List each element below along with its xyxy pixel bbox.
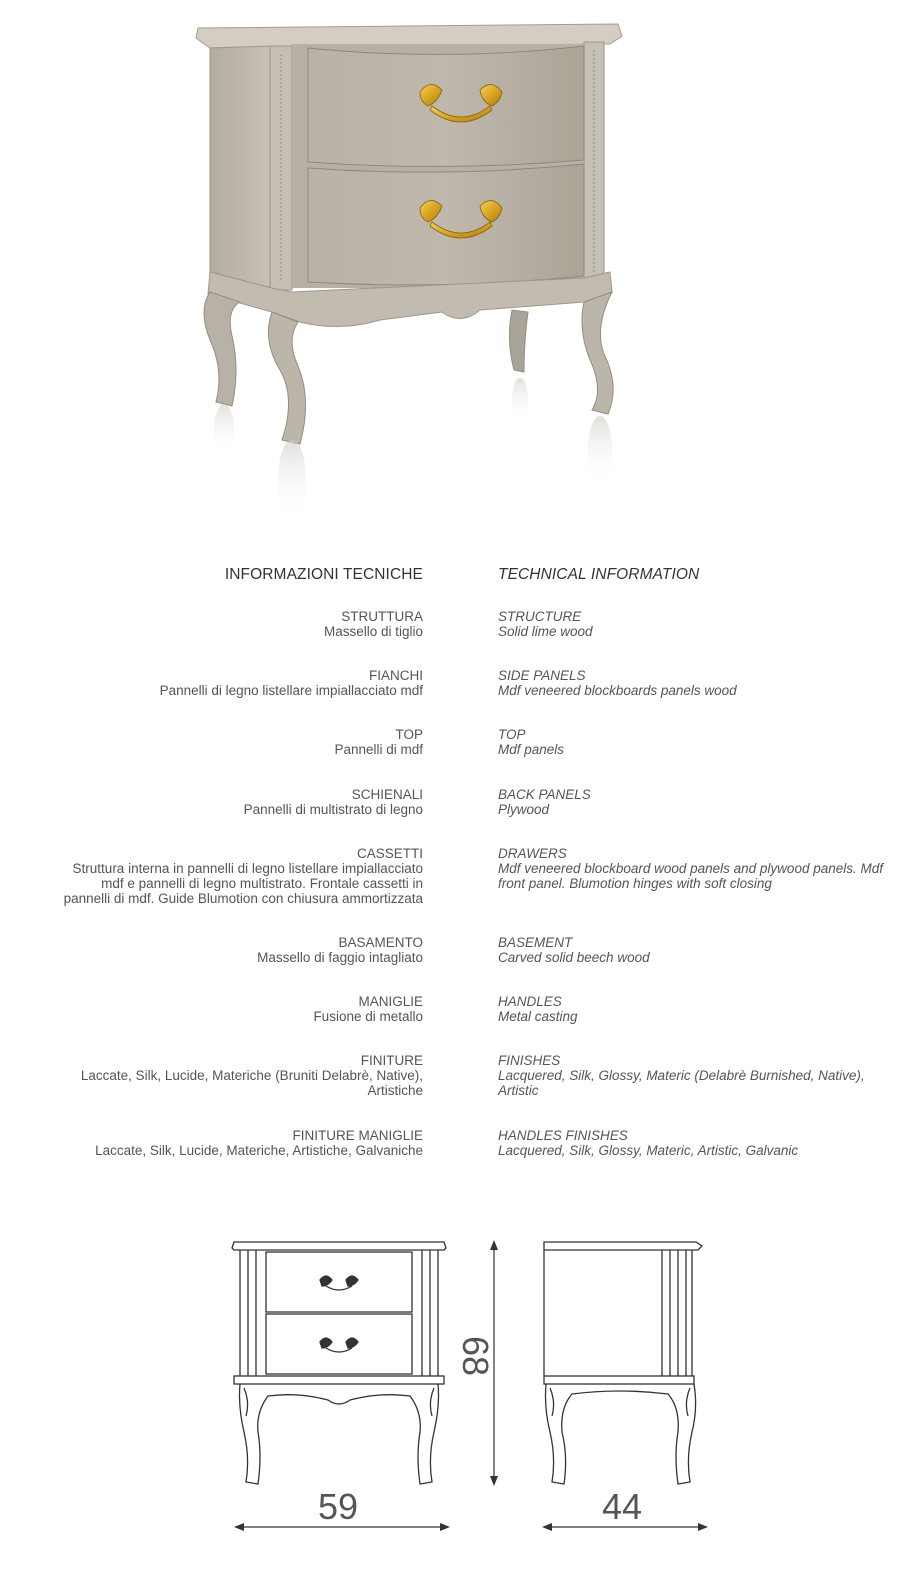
heading-english: TECHNICAL INFORMATION [498,566,700,583]
spec-it-back-panels [3,787,423,817]
spec-value: Laccate, Silk, Lucide, Materiche, Artistiche, Galvaniche [95,1143,423,1158]
spec-label: BASAMENTO [338,935,423,950]
spec-it-basement [3,935,423,965]
heading-italian: INFORMAZIONI TECNICHE [224,566,423,583]
spec-label: BASEMENT [498,935,573,950]
height-dimension-label: 68 [455,1336,496,1377]
spec-it-top [3,727,423,757]
spec-label: BACK PANELS [498,787,591,802]
spec-value: Pannelli di multistrato di legno [243,802,423,817]
spec-value: Mdf panels [498,742,565,757]
spec-label: SIDE PANELS [498,668,586,683]
spec-label: FINITURE [360,1053,423,1068]
spec-label: HANDLES [498,994,562,1009]
spec-value: Struttura interna in pannelli di legno listellare impiallacciato mdf e pannelli di legno multistrato. Frontale cassetti in pannelli di mdf. Guide Blumotion con chiusura ammortizzata [63,861,423,906]
spec-value: Lacquered, Silk, Glossy, Materic, Artistic, Galvanic [498,1143,799,1158]
spec-value: Massello di faggio intagliato [257,950,423,965]
spec-label: TOP [395,727,423,742]
spec-value: Solid lime wood [498,624,593,639]
spec-it-side-panels [3,668,423,698]
spec-label: TOP [498,727,526,742]
spec-label: CASSETTI [356,846,423,861]
width-dimension-label: 59 [318,1486,359,1527]
depth-dimension-line [542,1520,708,1534]
spec-value: Fusione di metallo [313,1009,423,1024]
spec-en-back-panels [498,787,898,817]
spec-label: FIANCHI [369,668,423,683]
spec-en-structure [498,609,898,639]
spec-value: Pannelli di mdf [334,742,423,757]
spec-label: FINISHES [498,1053,561,1068]
spec-label: STRUCTURE [498,609,582,624]
spec-en-basement [498,935,898,965]
spec-value: Pannelli di legno listellare impiallacciato mdf [159,683,423,698]
spec-it-drawers [51,846,423,906]
spec-value: Plywood [498,802,550,817]
depth-dimension-label: 44 [602,1486,643,1527]
spec-it-handles [3,994,423,1024]
spec-value: Massello di tiglio [323,624,423,639]
spec-label: MANIGLIE [358,994,423,1009]
spec-en-side-panels [498,668,898,698]
spec-en-finishes [498,1053,898,1098]
drawing-handle-top [320,1276,358,1290]
spec-value: Metal casting [498,1009,578,1024]
spec-it-structure [3,609,423,639]
spec-label: STRUTTURA [341,609,423,624]
spec-it-finishes [51,1053,423,1098]
spec-label: SCHIENALI [351,787,423,802]
spec-value: Laccate, Silk, Lucide, Materiche (Bruniti Delabrè, Native), Artistiche [80,1068,423,1098]
product-photo [180,10,640,530]
spec-en-handles [498,994,898,1024]
spec-en-drawers [498,846,898,891]
spec-it-handle-finishes [3,1128,423,1158]
spec-value: Mdf veneered blockboard wood panels and plywood panels. Mdf front panel. Blumotion hinges with soft closing [498,861,883,891]
width-dimension-line [234,1520,450,1534]
spec-label: DRAWERS [498,846,567,861]
spec-value: Carved solid beech wood [498,950,650,965]
spec-label: HANDLES FINISHES [498,1128,628,1143]
drawing-handle-bottom [320,1338,358,1352]
spec-en-handle-finishes [498,1128,898,1158]
spec-value: Lacquered, Silk, Glossy, Materic (Delabrè Burnished, Native), Artistic [498,1068,865,1098]
spec-en-top [498,727,898,757]
front-view-drawing [228,1236,450,1492]
spec-value: Mdf veneered blockboards panels wood [498,683,737,698]
spec-label: FINITURE MANIGLIE [292,1128,423,1143]
side-view-drawing [540,1236,706,1492]
